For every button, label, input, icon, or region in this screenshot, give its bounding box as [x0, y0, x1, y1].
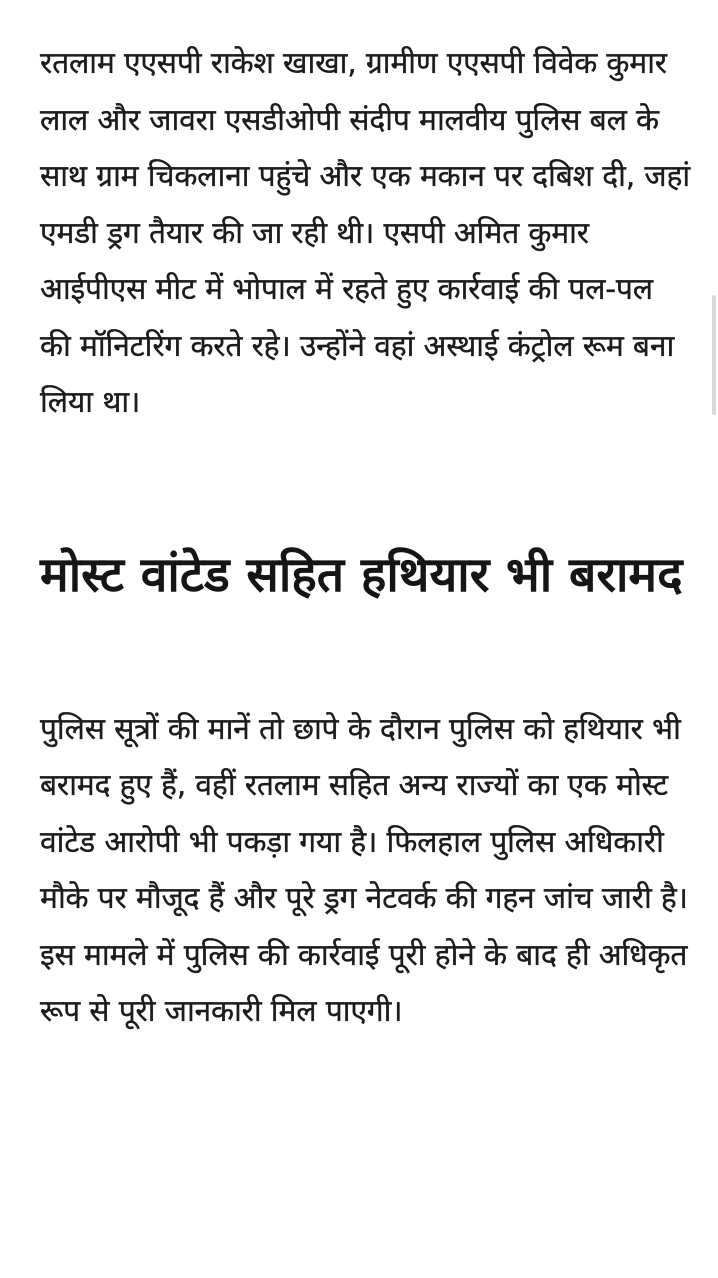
section-heading-wrapper	[40, 530, 690, 620]
scrollbar-thumb[interactable]	[712, 295, 716, 415]
article-paragraph: रतलाम एएसपी राकेश खाखा, ग्रामीण एएसपी विवेक कुमार लाल और जावरा एसडीओपी संदीप मालवीय पुलिस बल के साथ ग्राम चिकलाना पहुंचे और एक मकान पर दबिश दी, जहां एमडी ड्रग तैयार की जा रही थी। एसपी अमित कुमार आईपीएस मीट में भोपाल में रहते हुए कार्रवाई की पल-पल की मॉनिटरिंग करते रहे। उन्होंने वहां अस्थाई कंट्रोल रूम बना लिया था।	[40, 46, 690, 420]
article-body	[40, 36, 690, 1041]
section-heading: मोस्ट वांटेड सहित हथियार भी बरामद	[40, 546, 683, 603]
article-paragraph: पुलिस सूत्रों की मानें तो छापे के दौरान पुलिस को हथियार भी बरामद हुए हैं, वहीं रतलाम सहित अन्य राज्यों का एक मोस्ट वांटेड आरोपी भी पकड़ा गया है। फिलहाल पुलिस अधिकारी मौके पर मौजूद हैं और पूरे ड्रग नेटवर्क की गहन जांच जारी है। इस मामले में पुलिस की कार्रवाई पूरी होने के बाद ही अधिकृत रूप से पूरी जानकारी मिल पाएगी।	[40, 711, 688, 1029]
